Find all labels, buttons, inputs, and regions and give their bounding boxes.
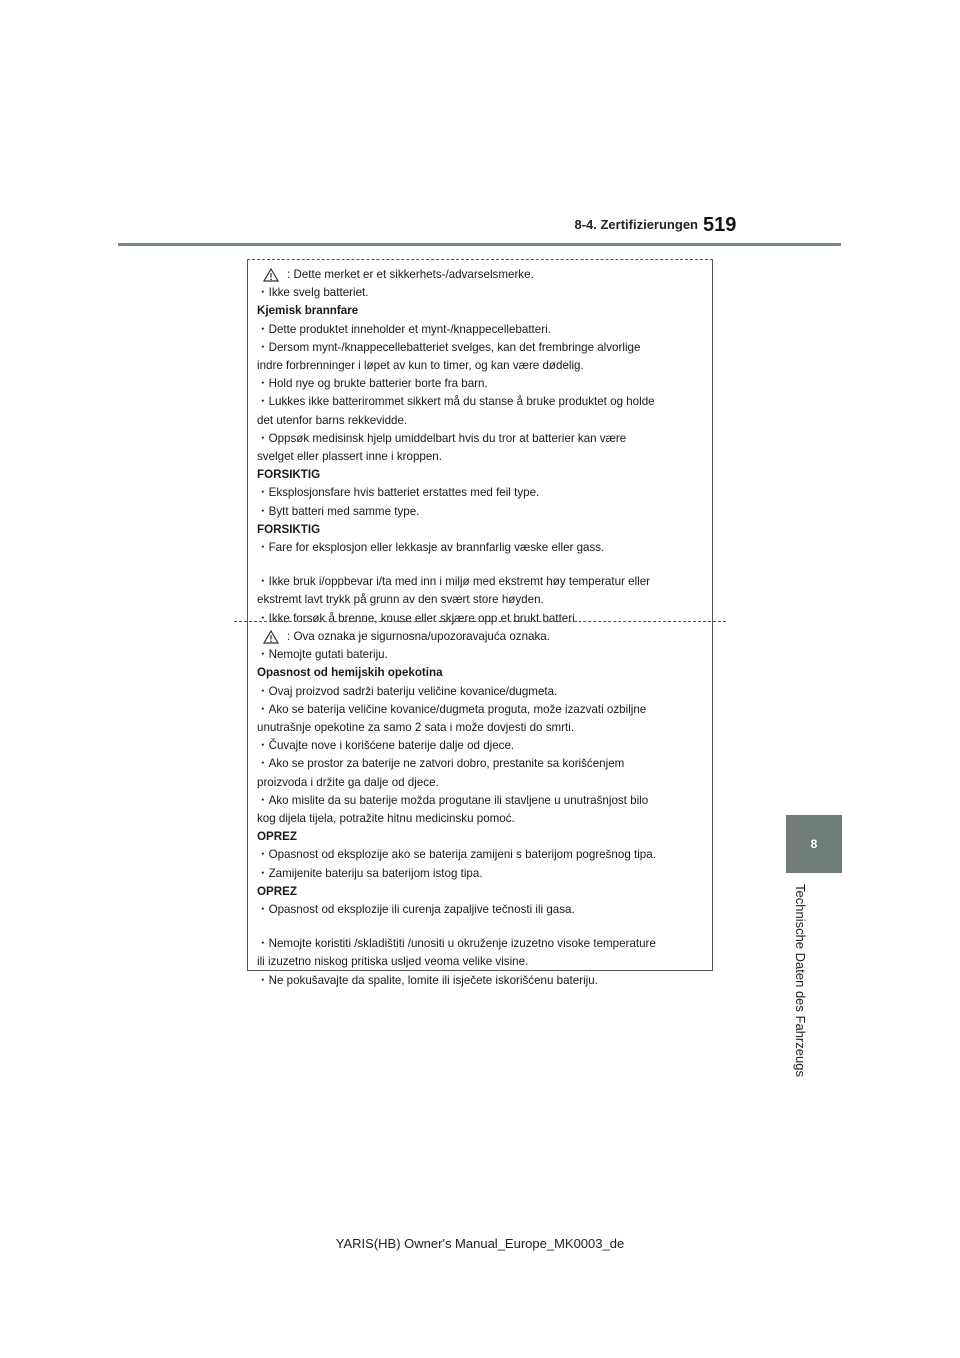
notice-line: ekstremt lavt trykk på grunn av den svært store høyden. xyxy=(257,593,544,607)
notice-line: ・Opasnost od eksplozije ili curenja zapaljive tečnosti ili gasa. xyxy=(257,903,575,917)
notice-line: indre forbrenninger i løpet av kun to timer, og kan være dødelig. xyxy=(257,359,584,373)
notice-line: ・Bytt batteri med samme type. xyxy=(257,504,420,518)
notice-line: ・Nemojte koristiti /skladištiti /unositi u okruženje izuzetno visoke temperature xyxy=(257,937,656,951)
notice-line: ・Oppsøk medisinsk hjelp umiddelbart hvis du tror at batterier kan være xyxy=(257,431,627,445)
notice-section-norwegian xyxy=(248,260,712,628)
chapter-tab[interactable]: 8 xyxy=(786,815,842,873)
notice-line: kog dijela tijela, potražite hitnu medicinsku pomoć. xyxy=(257,812,515,826)
notice-line: ・Ikke forsøk å brenne, knuse eller skjære opp et brukt batteri. xyxy=(257,611,578,625)
notice-line: unutrašnje opekotine za samo 2 sata i može dovjesti do smrti. xyxy=(257,721,575,735)
footer-document-id: YARIS(HB) Owner's Manual_Europe_MK0003_de xyxy=(335,1236,625,1251)
notice-line: ili izuzetno niskog pritiska usljed veoma velike visine. xyxy=(257,955,529,969)
notice-line: ・Ako se baterija veličine kovanice/dugmeta proguta, može izazvati ozbiljne xyxy=(257,702,647,716)
notice-line: ・Hold nye og brukte batterier borte fra barn. xyxy=(257,377,488,391)
spacer xyxy=(257,919,702,935)
notice-line: ・Fare for eksplosjon eller lekkasje av brannfarlig væske eller gass. xyxy=(257,541,605,555)
warning-triangle-icon xyxy=(263,268,279,282)
warning-triangle-icon xyxy=(263,630,279,644)
notice-line: proizvoda i držite ga dalje od djece. xyxy=(257,775,439,789)
warning-label-text: : Ova oznaka je sigurnosna/upozoravajuća oznaka. xyxy=(287,630,550,643)
notice-heading: Opasnost od hemijskih opekotina xyxy=(257,666,443,680)
notice-line: ・Ikke svelg batteriet. xyxy=(257,286,369,300)
warning-label-line xyxy=(257,628,702,646)
notice-lines xyxy=(257,284,702,628)
notice-line: det utenfor barns rekkevidde. xyxy=(257,413,408,427)
notice-line: svelget eller plassert inne i kroppen. xyxy=(257,450,442,464)
page-number: 519 xyxy=(703,214,737,236)
header-rule xyxy=(118,243,841,246)
notice-line: ・Nemojte gutati bateriju. xyxy=(257,648,388,662)
notice-line: ・Dersom mynt-/knappecellebatteriet svelges, kan det frembringe alvorlige xyxy=(257,340,641,354)
notice-line: ・Ako mislite da su baterije možda progutane ili stavljene u unutrašnjost bilo xyxy=(257,793,649,807)
warning-label-text: : Dette merket er et sikkerhets-/advarselsmerke. xyxy=(287,268,534,281)
notice-line: ・Dette produktet inneholder et mynt-/knappecellebatteri. xyxy=(257,322,551,336)
notice-section-croatian xyxy=(248,622,712,990)
notice-lines xyxy=(257,646,702,990)
warning-label-line xyxy=(257,266,702,284)
notice-heading: OPREZ xyxy=(257,884,297,898)
chapter-label: Technische Daten des Fahrzeugs xyxy=(793,884,808,1077)
notice-line: ・Eksplosjonsfare hvis batteriet erstattes med feil type. xyxy=(257,486,540,500)
section-title: 8-4. Zertifizierungen xyxy=(574,217,698,232)
notice-line: ・Zamijenite bateriju sa baterijom istog tipa. xyxy=(257,866,483,880)
notice-line: ・Čuvajte nove i korišćene baterije dalje od djece. xyxy=(257,739,515,753)
notice-heading: FORSIKTIG xyxy=(257,468,321,482)
notice-heading: OPREZ xyxy=(257,830,297,844)
notice-heading: FORSIKTIG xyxy=(257,522,321,536)
notice-line: ・Ako se prostor za baterije ne zatvori dobro, prestanite sa korišćenjem xyxy=(257,757,625,771)
notice-heading: Kjemisk brannfare xyxy=(257,304,359,318)
notice-line: ・Opasnost od eksplozije ako se baterija zamijeni s baterijom pogrešnog tipa. xyxy=(257,848,656,862)
notice-box xyxy=(247,259,713,987)
notice-line: ・Ne pokušavajte da spalite, lomite ili isječete iskorišćenu bateriju. xyxy=(257,973,598,987)
notice-line: ・Ovaj proizvod sadrži bateriju veličine kovanice/dugmeta. xyxy=(257,684,558,698)
notice-line: ・Ikke bruk i/oppbevar i/ta med inn i miljø med ekstremt høy temperatur eller xyxy=(257,575,651,589)
notice-line: ・Lukkes ikke batterirommet sikkert må du stanse å bruke produktet og holde xyxy=(257,395,655,409)
spacer xyxy=(257,557,702,573)
